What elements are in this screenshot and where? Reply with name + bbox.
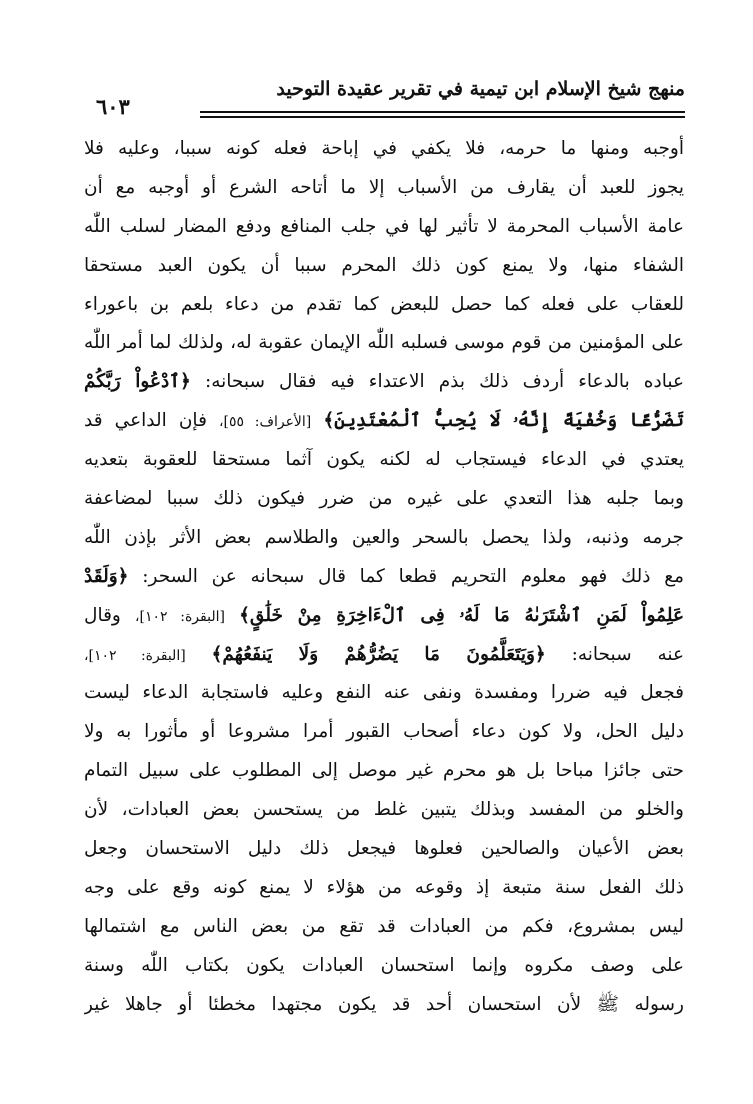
running-title: منهج شيخ الإسلام ابن تيمية في تقرير عقيدة التوحيد	[276, 78, 685, 100]
text-line: فجعل فيه ضررا ومفسدة ونفى عنه النفع وعليه فاستجابة الدعاء ليست	[84, 682, 684, 704]
text-line: يعتدي في الدعاء فيستجاب له لكنه يكون آثما مستحقا للعقوبة بتعديه	[84, 449, 684, 471]
quran-verse: عَلِمُواْ لَمَنِ ٱشْتَرَىٰهُ مَا لَهُۥ فِى ٱلْءَاخِرَةِ مِنْ خَلَٰقٍ﴾	[239, 604, 684, 626]
body-text	[84, 130, 684, 1024]
text-line: عامة الأسباب المحرمة لا تأثير لها في جلب المنافع ودفع المضار لسلب اللّٰه	[84, 215, 684, 237]
text-line: عَلِمُواْ لَمَنِ ٱشْتَرَىٰهُ مَا لَهُۥ فِى ٱلْءَاخِرَةِ مِنْ خَلَٰقٍ﴾ [البقرة: ١٠٢]، وقال	[84, 604, 684, 626]
quran-verse: تَضَرُّعًا وَخُفْيَةً إِنَّهُۥ لَا يُحِبُّ ٱلْمُعْتَدِينَ﴾	[323, 410, 684, 432]
text-line: بعض الأعيان والصالحين فعلوها فيجعل ذلك دليل الاستحسان وجعل	[84, 838, 684, 860]
text-line: جرمه وذنبه، ولذا يحصل بالسحر والعين والطلاسم بعض الأثر بإذن اللّٰه	[84, 526, 684, 548]
text-line: يجوز للعبد أن يقارف من الأسباب إلا ما أتاحه الشرع أو أوجبه مع أن	[84, 176, 684, 198]
text-line: مع ذلك فهو معلوم التحريم قطعا كما قال سبحانه عن السحر: ﴿وَلَقَدْ	[84, 565, 684, 587]
quran-verse: ﴿ٱدْعُواْ رَبَّكُمْ	[84, 371, 191, 393]
text-line: الشفاء منها، ولا يمنع كون ذلك المحرم سببا أن يكون العبد مستحقا	[84, 254, 684, 276]
verse-reference: [البقرة: ١٠٢]،	[84, 647, 186, 664]
text-line: رسوله ﷺ لأن استحسان أحد قد يكون مجتهدا مخطئا أو جاهلا غير	[84, 993, 684, 1015]
quran-verse: ﴿وَيَتَعَلَّمُونَ مَا يَضُرُّهُمْ وَلَا يَنفَعُهُمْ﴾	[211, 643, 546, 665]
text-line: على المؤمنين من قوم موسى فسلبه اللّٰه الإيمان عقوبة له، ولذلك لما أمر اللّٰه	[84, 332, 684, 354]
text-line: عنه سبحانه: ﴿وَيَتَعَلَّمُونَ مَا يَضُرُّهُمْ وَلَا يَنفَعُهُمْ﴾ [البقرة: ١٠٢]،	[84, 643, 684, 665]
text-line: عباده بالدعاء أردف ذلك بذم الاعتداء فيه فقال سبحانه: ﴿ٱدْعُواْ رَبَّكُمْ	[84, 371, 684, 393]
text-line: ذلك الفعل سنة متبعة إذ وقوعه من هؤلاء لا يمنع كونه وقع على وجه	[84, 876, 684, 898]
text-line: دليل الحل، ولا كون دعاء أصحاب القبور أمرا مشروعا أو مأثورا به ولا	[84, 721, 684, 743]
text-line: وبما جلبه هذا التعدي على غيره من ضرر فيكون ذلك سببا لمضاعفة	[84, 488, 684, 510]
text-line: والخلو من المفسد وبذلك يتبين غلط من يستحسن بعض العبادات، لأن	[84, 799, 684, 821]
page-number: ٦٠٣	[96, 94, 130, 119]
header-rule-top	[200, 111, 685, 113]
text-line: على وصف مكروه وإنما استحسان العبادات يكون بكتاب اللّٰه وسنة	[84, 954, 684, 976]
page-header	[90, 78, 685, 124]
text-line: تَضَرُّعًا وَخُفْيَةً إِنَّهُۥ لَا يُحِبُّ ٱلْمُعْتَدِينَ﴾ [الأعراف: ٥٥]، فإن الداعي قد	[84, 410, 684, 432]
verse-reference: [الأعراف: ٥٥]،	[219, 414, 312, 431]
verse-reference: [البقرة: ١٠٢]،	[135, 608, 225, 625]
text-line: للعقاب على فعله كما حصل للبعض كما تقدم من دعاء بلعم بن باعوراء	[84, 293, 684, 315]
quran-verse: ﴿وَلَقَدْ	[84, 565, 129, 587]
text-line: أوجبه ومنها ما حرمه، فلا يكفي في إباحة فعله كونه سببا، وعليه فلا	[84, 138, 684, 159]
text-line: حتى جائزا مباحا بل هو محرم غير موصل إلى المطلوب على سبيل التمام	[84, 760, 684, 782]
header-rule-bottom	[200, 116, 685, 118]
text-line: ليس بمشروع، فكم من العبادات قد تقع من بعض الناس مع اشتمالها	[84, 915, 684, 937]
